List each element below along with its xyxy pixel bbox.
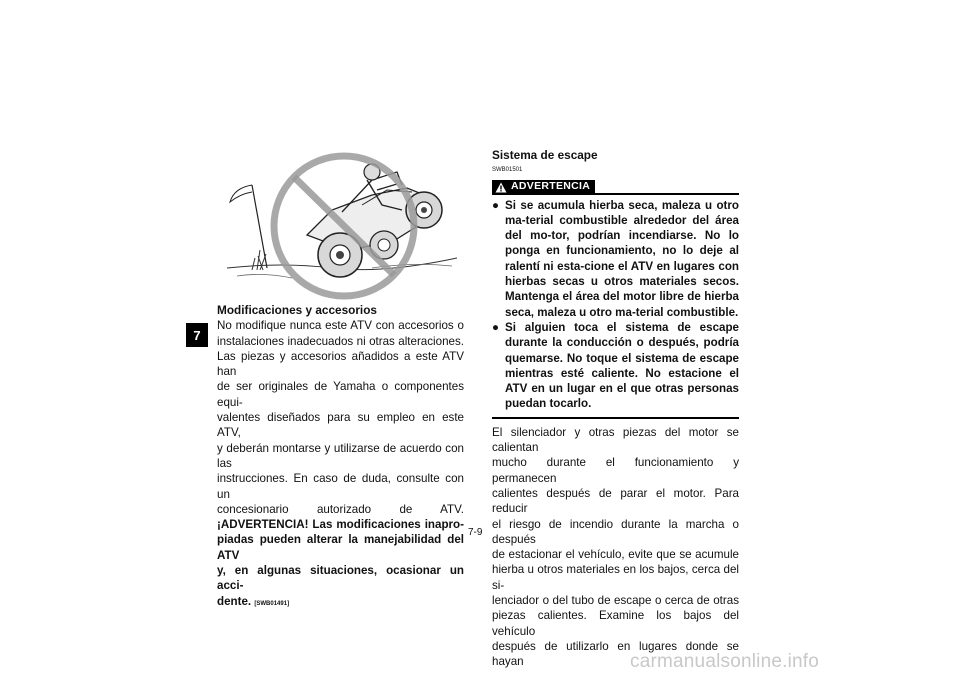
inline-warning-line: dente.: [217, 594, 252, 608]
warning-badge: [492, 180, 595, 195]
warning-end-rule: [492, 417, 739, 419]
body-line: mucho durante el funcionamiento y permanecen: [492, 456, 739, 485]
bullet-icon: ●: [492, 198, 500, 212]
right-column: [492, 148, 739, 670]
body-line: valentes diseñados para su empleo en este ATV,: [217, 411, 464, 440]
body-line: de ser originales de Yamaha o componentes equi-: [217, 380, 464, 409]
body-line: concesionario autorizado de ATV.: [217, 502, 464, 516]
body-line: instrucciones. En caso de duda, consulte con un: [217, 472, 464, 501]
warning-item: [492, 320, 739, 412]
inline-warning-line: piadas pueden alterar la manejabilidad del ATV: [217, 533, 464, 562]
warning-item-text: Si alguien toca el sistema de escape durante la conducción o después, podría quemarse. No toque el sistema de escape mientras esté caliente. No estacione el ATV en un lugar en el que otras personas puedan tocarlo.: [505, 320, 739, 411]
section-heading-modificaciones: Modificaciones y accesorios: [217, 303, 377, 317]
body-line: No modifique nunca este ATV con accesorios o: [217, 319, 464, 333]
warning-header: [492, 180, 739, 195]
section-heading-escape: Sistema de escape: [492, 148, 598, 162]
warning-rule: [595, 193, 739, 195]
body-line: instalaciones inadecuados ni otras alteraciones.: [217, 334, 464, 348]
warning-triangle-icon: [495, 182, 507, 193]
body-line: de estacionar el vehículo, evite que se acumule: [492, 548, 739, 562]
warning-list: [492, 198, 739, 412]
warning-item: [492, 198, 739, 320]
inline-warning-line: ¡ADVERTENCIA! Las modificaciones inapro-: [217, 518, 464, 532]
bullet-icon: ●: [492, 320, 500, 334]
warning-item-text: Si se acumula hierba seca, maleza u otro ma-terial combustible alrededor del área del mo-tor, podrían incendiarse. No lo ponga en funcionamiento, no lo deje al ralentí ni esta-cione el ATV en lugares con hierbas secas u otros materiales secos. Mantenga el área del motor libre de hierba seca, maleza u otro ma-terial combustible.: [505, 198, 739, 319]
body-line: después de utilizarlo en lugares donde se hayan: [492, 639, 739, 669]
body-line: y deberán montarse y utilizarse de acuerdo con las: [217, 441, 464, 470]
body-line: El silenciador y otras piezas del motor se calientan: [492, 425, 739, 455]
body-line: piezas calientes. Examine los bajos del vehículo: [492, 609, 739, 638]
body-line: Las piezas y accesorios añadidos a este ATV han: [217, 349, 464, 379]
page-number: 7-9: [468, 527, 483, 538]
body-line: el riesgo de incendio durante la marcha o después: [492, 517, 739, 546]
inline-warning-last-line: [217, 594, 464, 612]
watermark: carmanualsonline.info: [630, 651, 820, 672]
left-column: [217, 303, 464, 612]
body-line: calientes después de parar el motor. Para reducir: [492, 486, 739, 516]
inline-warning-line: y, en algunas situaciones, ocasionar un acci-: [217, 564, 464, 593]
warning-code: [SWB01491]: [254, 600, 290, 607]
warning-label: ADVERTENCIA: [511, 180, 591, 193]
body-line: lenciador o del tubo de escape o cerca de otras: [492, 594, 739, 608]
body-line: hierba u otros materiales en los bajos, cerca del si-: [492, 563, 739, 592]
chapter-tab: 7: [186, 323, 208, 347]
section-code: SWB01501: [492, 167, 523, 174]
atv-prohibited-illustration: [222, 150, 462, 302]
